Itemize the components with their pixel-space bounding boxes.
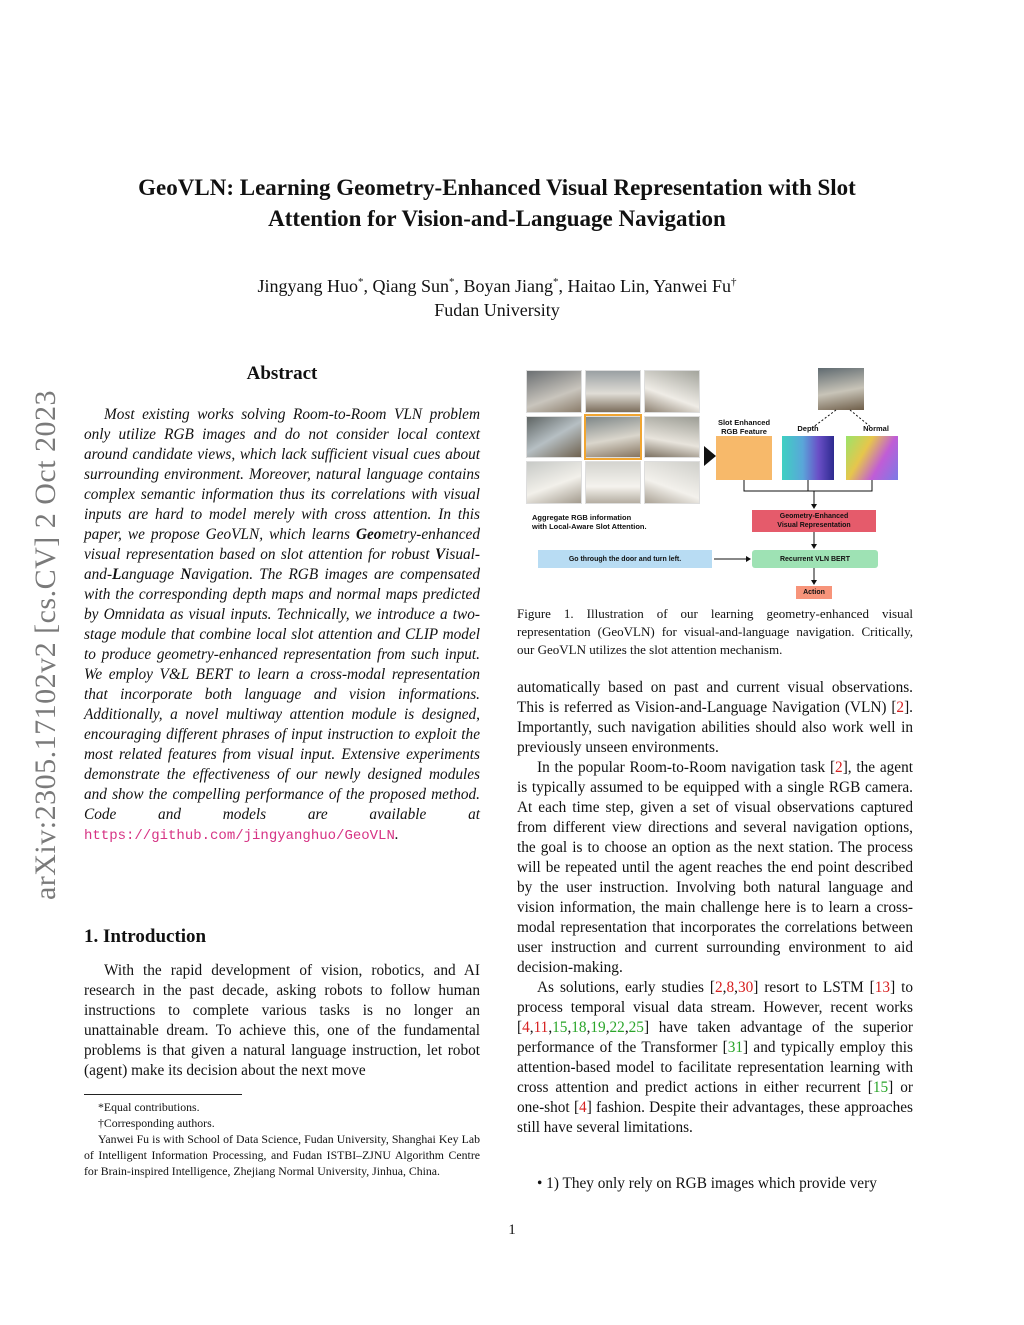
intro-heading: 1. Introduction: [84, 926, 207, 947]
citation-link[interactable]: 4: [522, 1019, 530, 1036]
arrow-head: [811, 580, 817, 585]
depth-label: Depth: [797, 424, 819, 433]
paper-title: GeoVLN: Learning Geometry-Enhanced Visual Representation with Slot Attention for Vision-and-Language Navigation: [138, 175, 856, 231]
text: ] and typically employ this attention-based model to facilitate representation learning with cross attention and predict actions in either recurrent [: [517, 1039, 913, 1096]
normal-label: Normal: [863, 424, 889, 433]
text: ] have taken advantage of the superior performance of the Transformer [: [517, 1019, 913, 1056]
page-number: 1: [508, 1222, 516, 1238]
abstract-text: .: [394, 826, 399, 843]
footnote-equal: *Equal contributions.: [98, 1100, 200, 1114]
citation-link[interactable]: 18: [571, 1019, 587, 1036]
author-3: Boyan Jiang: [463, 276, 553, 296]
abstract-text: avigation. The RGB images are compensated with the corresponding depth maps and normal maps predicted by Omnidata as visual inputs. Technically, we introduce a two-stage module that combine local slot attention and CLIP model to produce geometry-enhanced representation from such input. We employ V&L BERT to learn a cross-modal representation that incorporate both language and vision informations. Additionally, a novel multiway attention module is designed, encouraging different phrases of input instruction to exploit the most related features from visual input. Extensive experiments demonstrate the effectiveness of our newly designed modules and show the compelling performance of the proposed method. Code and models are available at: [84, 566, 480, 823]
citation-link[interactable]: 11: [533, 1019, 549, 1036]
bullet-item: • 1) They only rely on RGB images which provide very: [537, 1175, 877, 1192]
author-list: Jingyang Huo*, Qiang Sun*, Boyan Jiang*, Haitao Lin, Yanwei Fu†: [257, 276, 737, 296]
abstract-bold: V: [434, 546, 446, 563]
arrow-head: [746, 556, 751, 562]
citation-link[interactable]: 4: [579, 1099, 587, 1116]
action-block: Action: [796, 586, 832, 599]
citation-link[interactable]: 19: [590, 1019, 606, 1036]
slot-feature-label: Slot Enhanced RGB Feature: [717, 418, 771, 436]
abstract-text: anguage: [121, 566, 181, 583]
geometry-enhanced-block: Geometry-Enhanced Visual Representation: [752, 510, 876, 532]
figure-caption: Figure 1. Illustration of our learning geometry-enhanced visual representation (GeoVLN) for visual-and-language navigation. Critically, our GeoVLN utilizes the slot attention mechanism.: [517, 606, 913, 657]
paragraph: [517, 758, 913, 978]
citation-link[interactable]: 8: [726, 979, 735, 996]
vln-bert-block: Recurrent VLN BERT: [752, 550, 878, 568]
text: ], the agent is typically assumed to be equipped with a single RGB camera. At each time step, given a set of visual observations captured from different view directions and several navigation options, the goal is to choose an option as the next station. The process will be repeated until the agent reaches the end point described by the user instruction. Involving both natural language and vision information, the main challenge here is to learn a cross-modal representation that incorporates the correlations between user instruction and current surrounding environment to aid decision-making.: [517, 759, 913, 976]
citation-link[interactable]: 30: [737, 979, 754, 996]
figure-1: [520, 366, 916, 602]
citation-link[interactable]: 22: [609, 1019, 625, 1036]
text: ]. Importantly, such navigation abilities should also work well in previously unseen environments.: [517, 699, 913, 756]
slot-feature-block: [716, 436, 772, 480]
arxiv-id: arXiv:2305.17102v2 [cs.CV] 2 Oct 2023: [29, 389, 63, 901]
text: ] resort to LSTM [: [753, 979, 875, 996]
footnote-rule: [84, 1094, 242, 1095]
footnote-affiliation: Yanwei Fu is with School of Data Science, Fudan University, Shanghai Key Lab of Intelligent Information Processing, and Fudan ISTBI–ZJNU Algorithm Centre for Brain-inspired Intelligence, Zhejiang Normal University, Jinhua, China.: [84, 1132, 480, 1178]
arrow-head: [811, 544, 817, 549]
citation-link[interactable]: 2: [896, 699, 905, 716]
author-block: [100, 270, 894, 322]
affiliation: Fudan University: [434, 300, 560, 320]
author-4-5: Haitao Lin, Yanwei Fu: [567, 276, 731, 296]
text: ] fashion. Despite their advantages, these approaches still have several limitations.: [517, 1099, 913, 1136]
paragraph: As solutions, early studies [2,8,30] resort to LSTM [13] to process temporal visual data stream. However, recent works [4,11,15,18,19,22,25] have taken advantage of the superior performance of the Transformer [31] and typically employ this attention-based model to facilitate representation learning with cross attention and predict actions in either recurrent [15] or one-shot [4] fashion. Despite their advantages, these approaches still have several limitations.: [517, 979, 913, 1136]
text: ] or one-shot [: [517, 1079, 913, 1116]
author-2: Qiang Sun: [372, 276, 449, 296]
footnotes: [84, 1099, 480, 1179]
equal-mark: *: [553, 276, 559, 288]
abstract-bold: L: [112, 566, 122, 583]
equal-mark: *: [449, 276, 455, 288]
code-link[interactable]: https://github.com/jingyanghuo/GeoVLN: [84, 828, 395, 844]
citation-link[interactable]: 15: [552, 1019, 568, 1036]
text: ] to process temporal visual data stream. However, recent works [: [517, 979, 913, 1036]
instruction-block: Go through the door and turn left.: [538, 550, 712, 568]
abstract-bold: Geo: [355, 526, 382, 543]
paragraph: [517, 678, 913, 758]
arrow-head: [811, 504, 817, 509]
citation-link[interactable]: 25: [628, 1019, 644, 1036]
text: As solutions, early studies [: [537, 979, 716, 996]
right-column-text: [517, 678, 913, 1138]
footnote-corresponding: †Corresponding authors.: [98, 1116, 215, 1130]
text: automatically based on past and current visual observations. This is referred as Vision-and-Language Navigation (VLN) [: [517, 679, 913, 716]
aggregate-label: Aggregate RGB information with Local-Aware Slot Attention.: [532, 513, 647, 531]
intro-paragraph: With the rapid development of vision, robotics, and AI research in the past decade, asking robots to follow human instructions to complete various tasks is no longer an unattainable dream. To achieve this, one of the fundamental problems is that given a natural language instruction, let robot (agent) make its decision about the next move: [84, 962, 480, 1079]
author-1: Jingyang Huo: [257, 276, 358, 296]
citation-link[interactable]: 2: [715, 979, 723, 996]
citation-link[interactable]: 13: [874, 979, 891, 996]
citation-link[interactable]: 31: [727, 1039, 744, 1056]
abstract-bold: N: [180, 566, 192, 583]
normal-map: [846, 436, 898, 480]
arxiv-sidebar: [26, 360, 66, 930]
abstract-text: metry-enhanced visual representation based on slot attention for robust: [84, 526, 480, 563]
equal-mark: *: [358, 276, 364, 288]
abstract-text: Most existing works solving Room-to-Room VLN problem only utilize RGB images and do not consider local context around candidate views, which lack sufficient visual cues about surrounding environment. Moreover, natural language contains complex semantic information thus its correlations with visual inputs are hard to model merely with cross attention. In this paper, we propose GeoVLN, which learns: [84, 406, 480, 543]
text: In the popular Room-to-Room navigation task [: [537, 759, 836, 776]
citation-link[interactable]: 15: [872, 1079, 889, 1096]
citation-link[interactable]: 2: [835, 759, 843, 776]
depth-map: [782, 436, 834, 480]
abstract-body: [84, 405, 480, 846]
abstract-text: isual-and-: [84, 546, 480, 583]
abstract-heading: Abstract: [246, 363, 318, 384]
corresponding-mark: †: [731, 276, 737, 288]
